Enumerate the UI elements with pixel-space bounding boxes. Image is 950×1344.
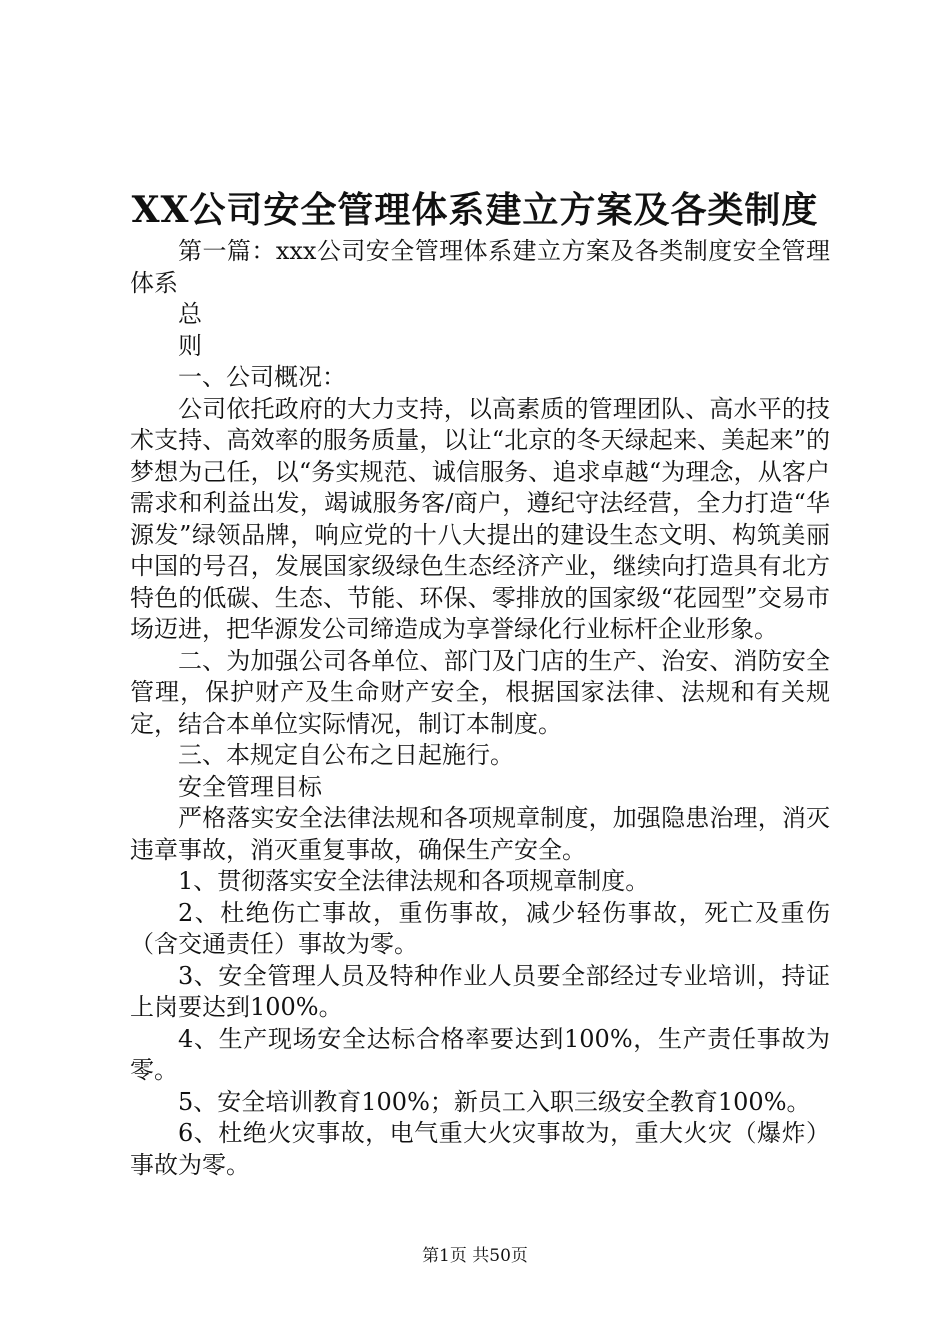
document-title: XX公司安全管理体系建立方案及各类制度 [131,189,819,231]
paragraph-general-2: 则 [178,331,202,360]
paragraph-section-overview: 一、公司概况： [178,363,346,391]
page-footer: 第1页 共50页 [422,1246,528,1266]
paragraph-goal-6: 6、杜绝火灾事故，电气重大火灾事故为，重大火灾（爆炸）事故为零。 [130,1119,830,1179]
paragraph-goal-2: 2、杜绝伤亡事故，重伤事故，减少轻伤事故，死亡及重伤（含交通责任）事故为零。 [130,898,830,958]
paragraph-chapter-heading: 第一篇：xxx公司安全管理体系建立方案及各类制度安全管理体系 [130,237,830,297]
paragraph-section-two: 二、为加强公司各单位、部门及门店的生产、治安、消防安全管理，保护财产及生命财产安全，根据国家法律、法规和有关规定，结合本单位实际情况，制订本制度。 [130,646,830,738]
paragraph-goals-intro: 严格落实安全法律法规和各项规章制度，加强隐患治理，消灭违章事故，消灭重复事故，确保生产安全。 [130,804,830,864]
paragraph-goal-4: 4、生产现场安全达标合格率要达到100%，生产责任事故为零。 [130,1024,830,1084]
paragraph-goal-1: 1、贯彻落实安全法律法规和各项规章制度。 [178,867,650,895]
paragraph-general-1: 总 [178,300,202,328]
paragraph-section-three: 三、本规定自公布之日起施行。 [178,741,514,769]
paragraph-goals-heading: 安全管理目标 [178,772,322,801]
document-body [130,236,830,1181]
paragraph-company-overview: 公司依托政府的大力支持，以高素质的管理团队、高水平的技术支持、高效率的服务质量，以让“北京的冬天绿起来、美起来”的梦想为己任，以“务实规范、诚信服务、追求卓越“为理念，从客户需求和利益出发，竭诚服务客/商户，遵纪守法经营，全力打造“华源发”绿领品牌，响应党的十八大提出的建设生态文明、构筑美丽中国的号召，发展国家级绿色生态经济产业，继续向打造具有北方特色的低碳、生态、节能、环保、零排放的国家级“花园型”交易市场迈进，把华源发公司缔造成为享誉绿化行业标杆企业形象。 [130,394,830,643]
paragraph-goal-5: 5、安全培训教育100%；新员工入职三级安全教育100%。 [178,1087,811,1116]
paragraph-goal-3: 3、安全管理人员及特种作业人员要全部经过专业培训，持证上岗要达到100%。 [130,961,830,1021]
